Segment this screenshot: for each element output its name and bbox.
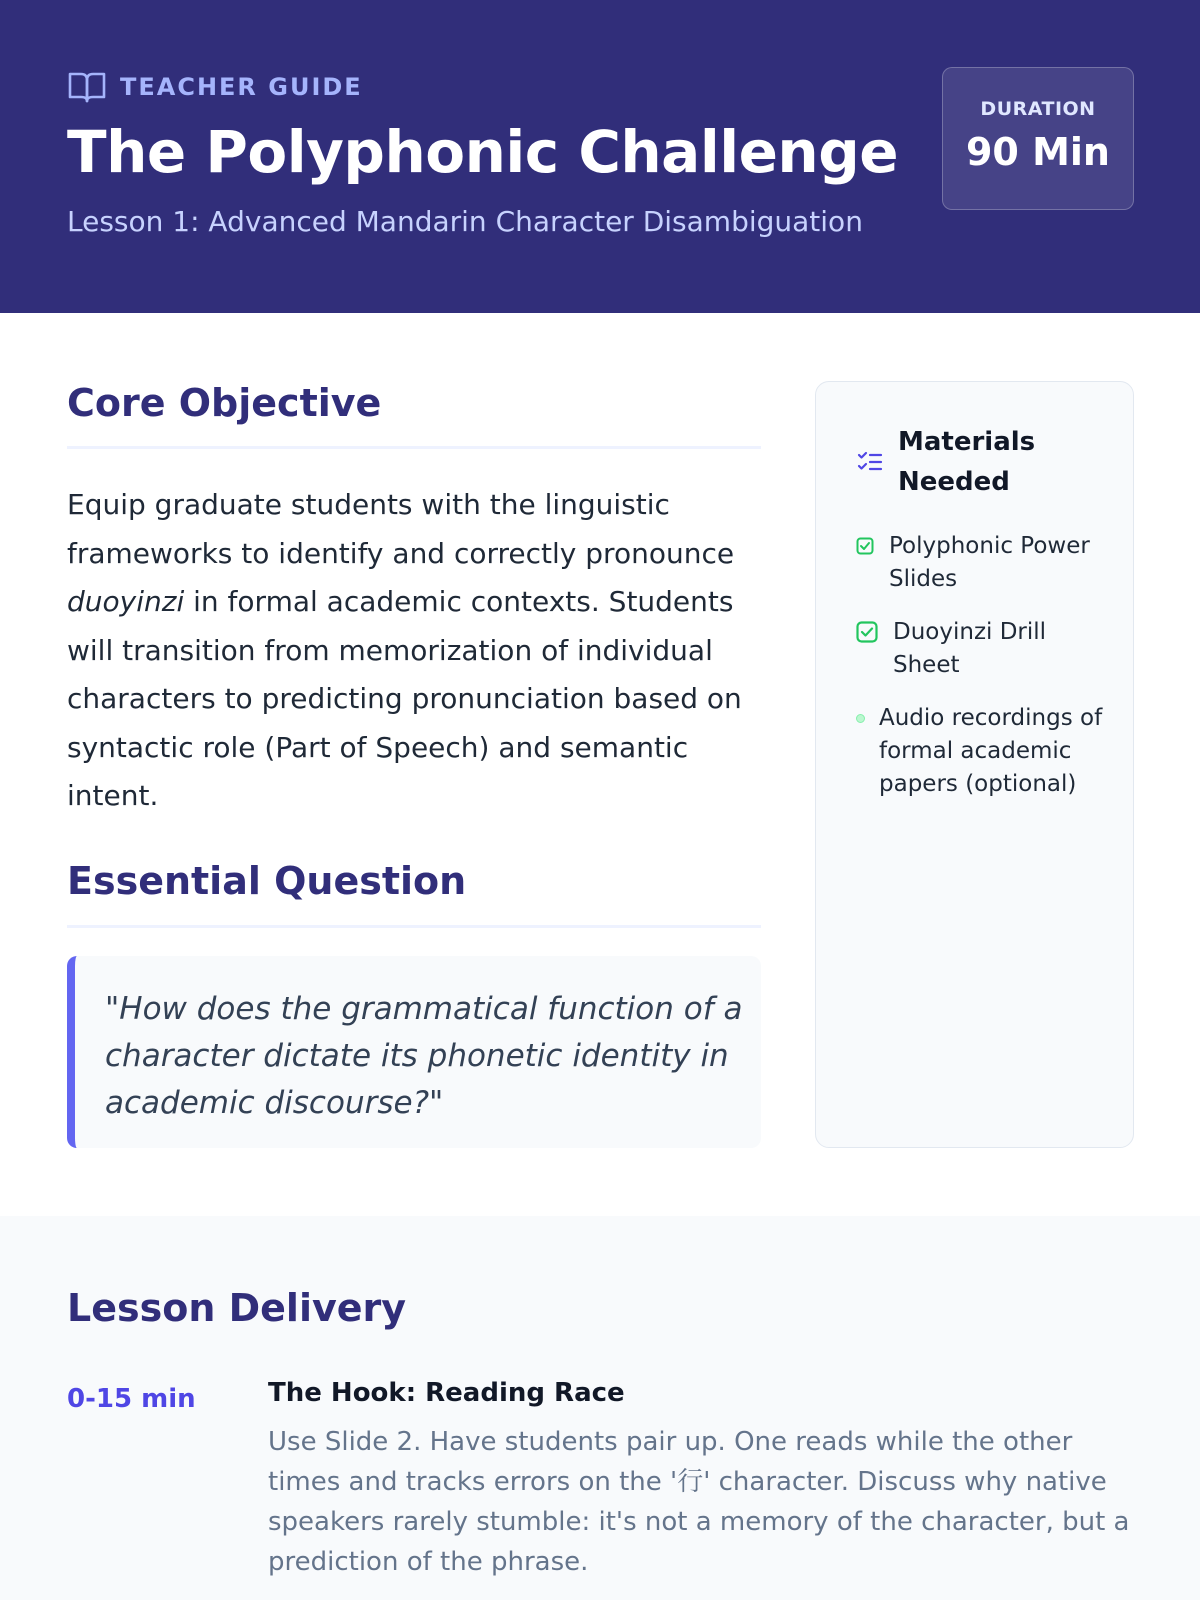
objective-text: [67, 481, 761, 821]
material-item-label: Audio recordings of formal academic papers (optional): [879, 705, 1103, 797]
eyebrow-label: TEACHER GUIDE: [120, 73, 363, 101]
page-title: The Polyphonic Challenge: [67, 118, 899, 186]
check-square-icon: [856, 621, 878, 643]
question-divider: [67, 925, 761, 928]
material-item-label: Polyphonic Power Slides: [889, 533, 1090, 592]
objective-emphasis: duoyinzi: [67, 585, 185, 618]
step-time: 0-15 min: [67, 1384, 196, 1414]
lesson-delivery-section: [0, 1216, 1200, 1600]
materials-card: [815, 381, 1134, 1148]
step-description: Use Slide 2. Have students pair up. One reads while the other times and tracks errors on the '行' character. Discuss why native speakers rarely stumble: it's not a memory of the character, but a prediction of the phrase.: [268, 1427, 1130, 1577]
essential-question-quote: [67, 956, 761, 1148]
materials-heading: Materials Needed: [898, 427, 1036, 497]
duration-value: 90 Min: [965, 130, 1110, 174]
material-item-label: Duoyinzi Drill Sheet: [893, 619, 1047, 678]
material-item: [856, 702, 1109, 801]
dot-icon: [856, 714, 865, 723]
delivery-heading: Lesson Delivery: [67, 1286, 407, 1330]
question-heading: Essential Question: [67, 859, 467, 903]
duration-label: DURATION: [980, 98, 1096, 120]
objective-divider: [67, 446, 761, 449]
book-open-icon: [68, 70, 106, 104]
objective-heading: Core Objective: [67, 381, 382, 425]
materials-header: [856, 422, 1048, 502]
eyebrow: [68, 70, 363, 104]
check-square-icon: [856, 537, 874, 555]
material-item: [856, 616, 1073, 682]
list-checks-icon: [856, 448, 884, 476]
objective-text-start: Equip graduate students with the linguistic frameworks to identify and correctly pronounce: [67, 488, 735, 570]
material-item: [856, 530, 1109, 596]
step-title: The Hook: Reading Race: [268, 1378, 625, 1408]
page-subtitle: Lesson 1: Advanced Mandarin Character Disambiguation: [67, 205, 863, 238]
page-header: [0, 0, 1200, 313]
duration-badge: [942, 67, 1134, 210]
objective-text-end: in formal academic contexts. Students will transition from memorization of individual characters to predicting pronunciation based on syntactic role (Part of Speech) and semantic intent.: [67, 585, 742, 812]
essential-question-text: "How does the grammatical function of a character dictate its phonetic identity in academic discourse?": [105, 991, 743, 1121]
